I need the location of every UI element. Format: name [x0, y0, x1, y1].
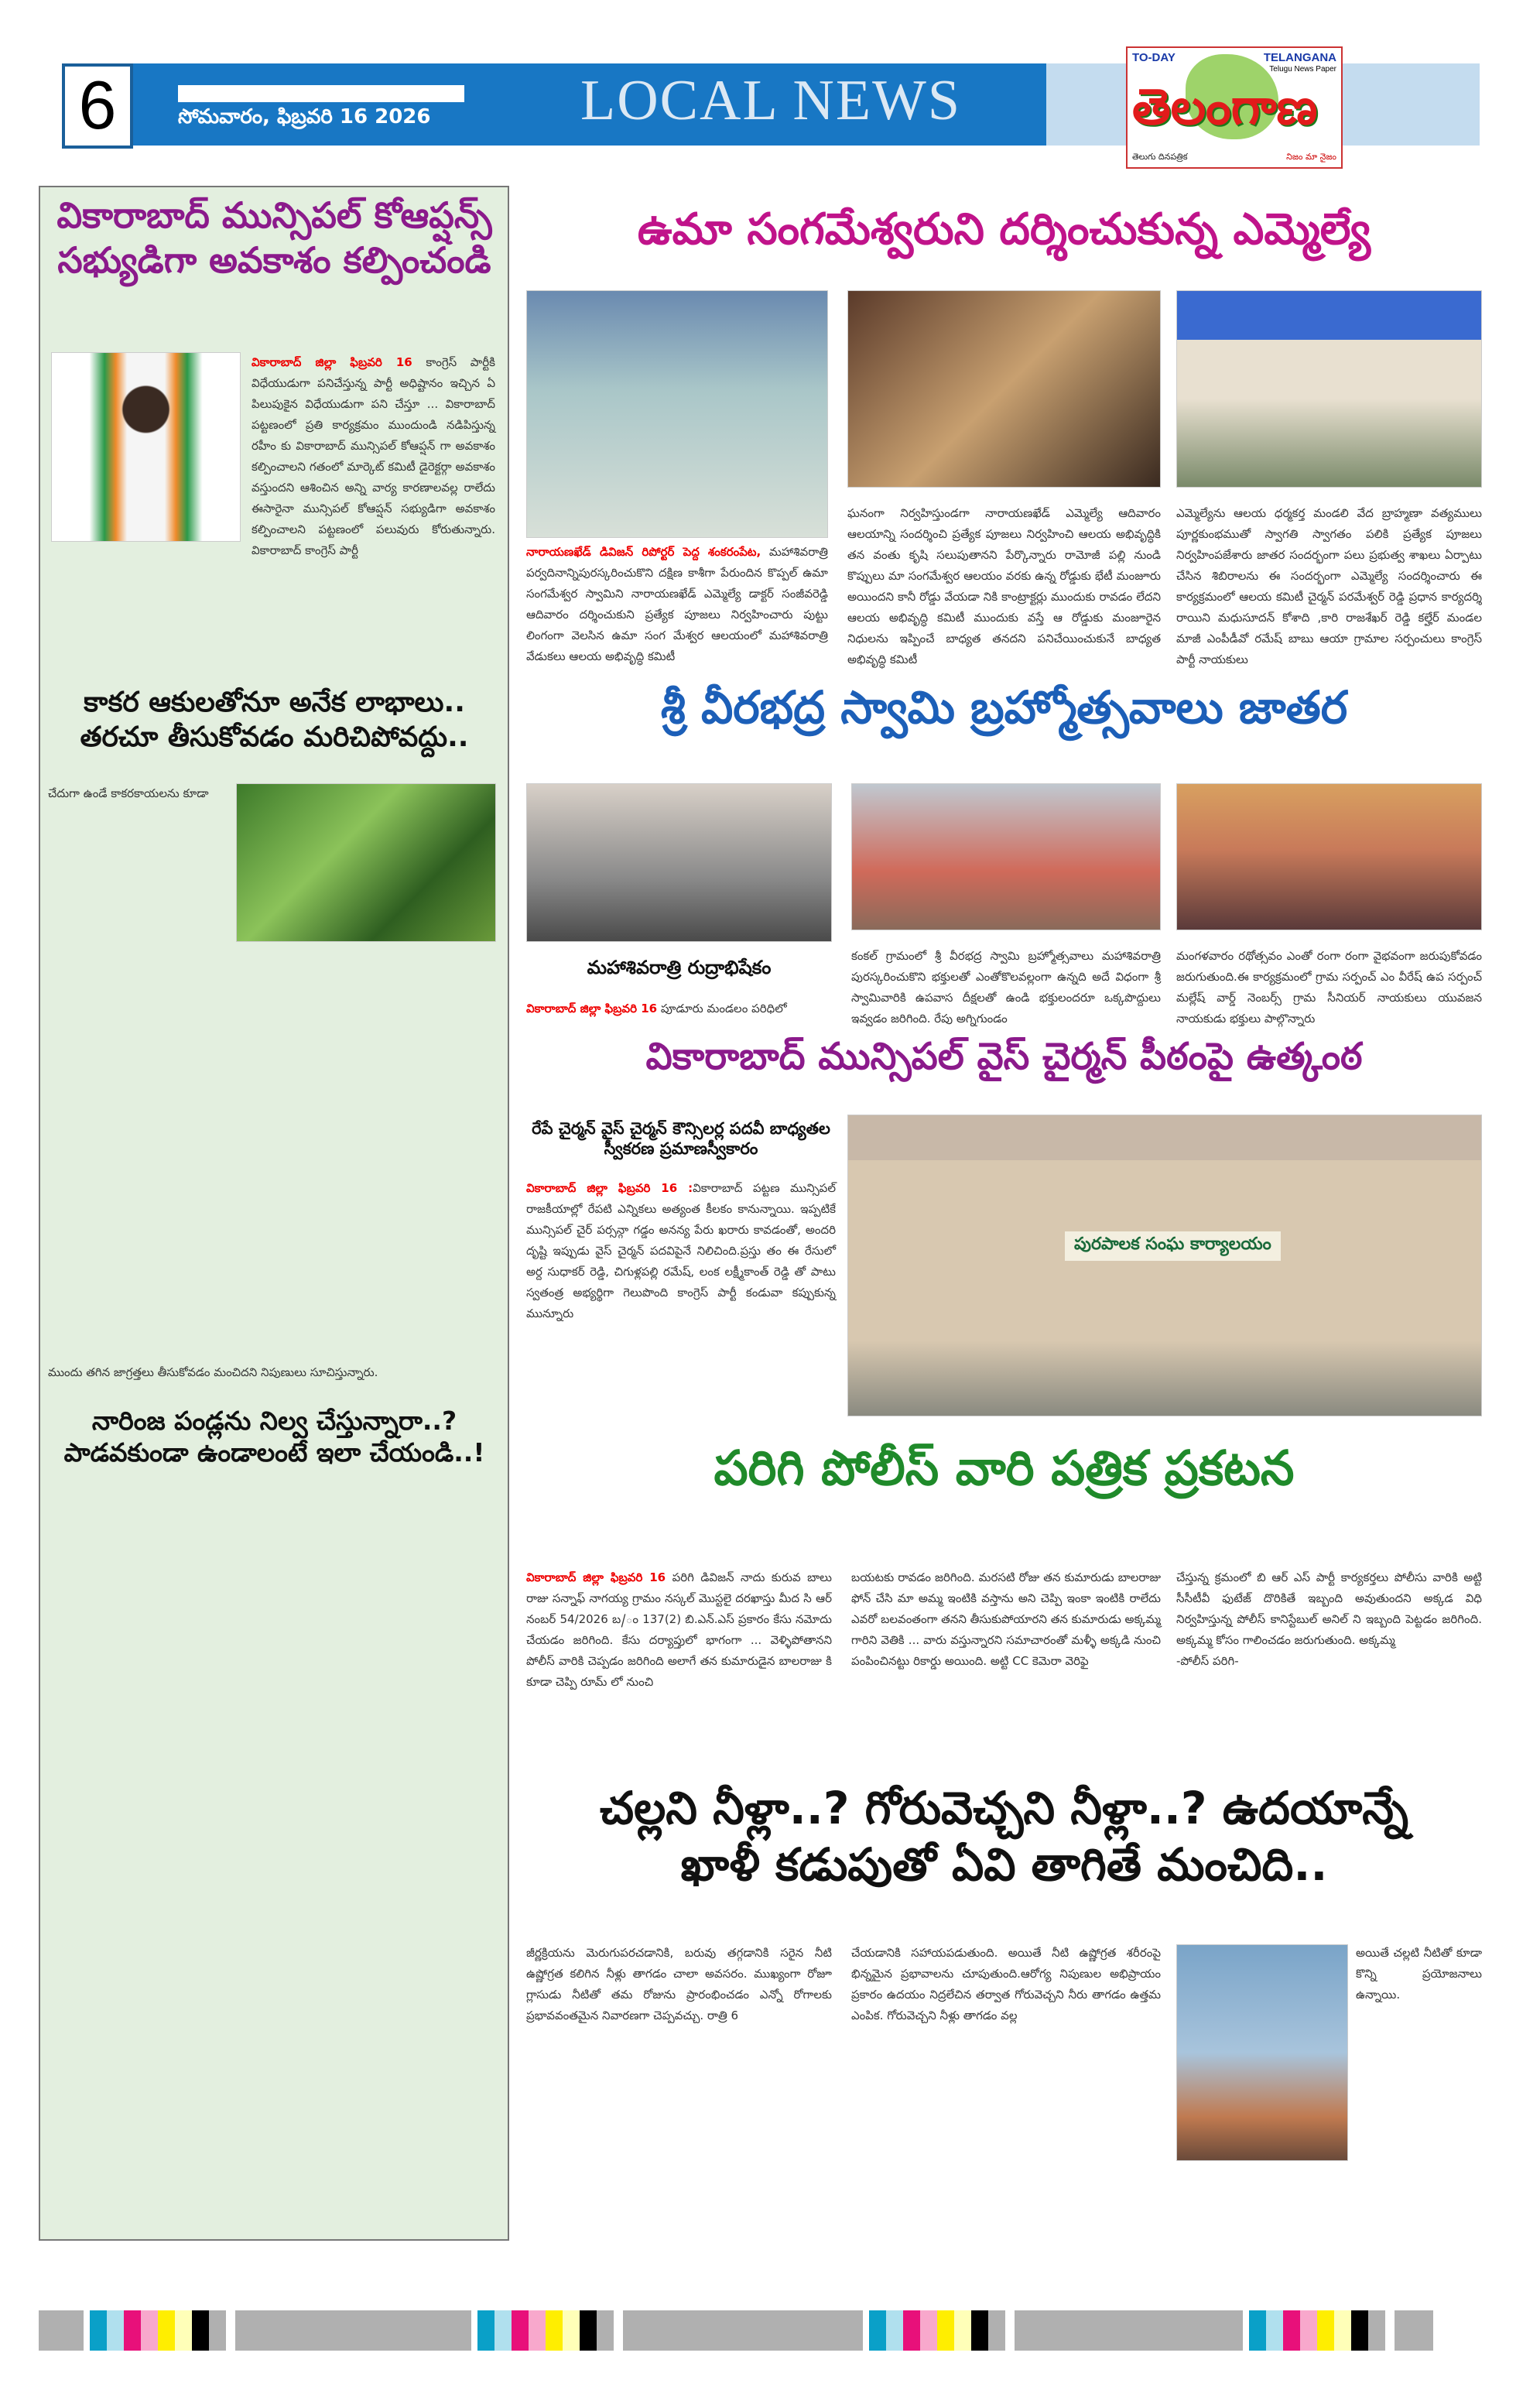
article-column: అయితే చల్లటి నీటితో కూడా కొన్ని ప్రయోజనాలు ఉన్నాయి.	[1356, 1946, 1482, 2002]
article-headline: పరిగి పోలీస్ వారి పత్రిక ప్రకటన	[714, 1440, 1295, 1496]
article-headline: వికారాబాద్ మున్సిపల్ కోఆప్షన్స్ సభ్యుడిగా అవకాశం కల్పించండి	[56, 194, 492, 281]
article-column: జీర్ణక్రియను మెరుగుపరచడానికి, బరువు తగ్గడానికి సరైన నీటి ఉష్ణోగ్రత కలిగిన నీళ్లు తాగడం చాలా అవసరం. ముఖ్యంగా రోజూ గ్లాసుడు నీటితో తమ రోజును ప్రారంభించడం ఎన్నో రోగాలకు ప్రభావవంతమైన నివారణగా చెప్పవచ్చు. రాత్రి 6	[526, 1946, 832, 2022]
article-column: కంకల్ గ్రామంలో శ్రీ వీరభద్ర స్వామి బ్రహ్మోత్సవాలు మహాశివరాత్రి పురస్కరించుకొని భక్తులతో ఎంతోకొలవల్లంగా ఉన్నది అదే విధంగా శ్రీ స్వామివారికి ఉపవాస దీక్షలతో ఉండి భక్తులందరూ ఒక్కపొద్దులు ఇవ్వడం జరిగింది. రేపు అగ్నిగుండం	[851, 949, 1161, 1026]
logo-telangana: TELANGANA	[1263, 51, 1336, 64]
municipal-office-photo	[847, 1115, 1482, 1416]
article-column: వికారాబాద్ జిల్లా ఫిబ్రవరి 16 పూడూరు మండలం పరిధిలో	[526, 1002, 787, 1015]
logo-sub-right: నిజం మా నైజం	[1286, 152, 1336, 162]
article-subhead: రేపే చైర్మన్ వైస్ చైర్మన్ కౌన్సిలర్ల పదవీ బాధ్యతల స్వీకరణ ప్రమాణస్వీకారం	[532, 1119, 830, 1159]
article-column: నారాయణఖేడ్ డివిజన్ రిపోర్టర్ పెద్ద శంకరంపేట, మహాశివరాత్రి పర్వదినాన్నిపురస్కరించుకొని దక్షిణ కాశీగా పేరుందిన కొప్పల్ ఉమా సంగమేశ్వర స్వామిని నారాయణఖేడ్ ఎమ్మెల్యే డాక్టర్ సంజీవరెడ్డి ఆదివారం దర్శించుకుని ప్రత్యేక పూజలు నిర్వహించారు పుట్టు లింగంగా వెలసిన ఉమా సంగ మేశ్వర ఆలయంలో మహాశివరాత్రి వేడుకలు ఆలయ అభివృద్ధి కమిటీ	[526, 545, 828, 663]
article-headline: వికారాబాద్ మున్సిపల్ వైస్ చైర్మన్ పీఠంపై ఉత్కంఠ	[645, 1035, 1363, 1078]
devotees-photo	[1176, 783, 1482, 930]
color-registration-strip	[39, 2310, 1509, 2351]
person-photo	[51, 352, 241, 542]
newspaper-logo	[1126, 46, 1343, 169]
logo-name: తెలంగాణ	[1132, 79, 1318, 136]
article-column: బయటకు రావడం జరిగింది. మరసటి రోజు తన కుమారుడు బాలరాజు ఫోన్ చేసి మా అమ్మ ఇంటికి వస్తాను అని చెప్పి ఇంకా ఇంటికి రాలేదు ఎవరో బలవంతంగా తనని తీసుకుపోయారని తన కుమారుడు అక్కమ్మ గారిని వెతికి ... వారు వస్తున్నారని సమాచారంతో మళ్ళీ అక్కడి నుంచి పంపించినట్టు రికార్డు అయింది. అట్టి CC కెమెరా వెరిఫై	[851, 1570, 1161, 1668]
page-number: 6	[62, 63, 133, 149]
section-title: LOCAL NEWS	[580, 69, 962, 132]
photo-caption: మహాశివరాత్రి రుద్రాభిషేకం	[587, 957, 772, 978]
article-body	[252, 352, 495, 561]
logo-tagline: Telugu News Paper	[1269, 65, 1336, 74]
article-body: వికారాబాద్ జిల్లా ఫిబ్రవరి 16 :వికారాబాద్ పట్టణ మున్సిపల్ రాజకీయాల్లో రేపటి ఎన్నికలు అత్యంత కీలకం కానున్నాయి. ఇప్పటికే మున్సిపల్ చైర్ పర్సన్గా గడ్డం అనన్య పేరు ఖరారు కావడంతో, అందరి దృష్టి ఇప్పుడు వైస్ చైర్మన్ పదవిపైనే నిలిచింది.ప్రస్తు తం ఈ రేసులో అర్ద సుధాకర్ రెడ్డి, చిగుళ్లపల్లి రమేష్, లంక లక్ష్మీకాంత్ రెడ్డి తో పాటు స్వతంత్ర అభ్యర్థిగా గెలుపొంది కాంగ్రెస్ పార్టీ కండువా కప్పుకున్న మున్నూరు	[526, 1181, 836, 1320]
logo-today: TO-DAY	[1132, 51, 1176, 64]
article-headline: నారింజ పండ్లను నిల్వ చేస్తున్నారా..? పాడవకుండా ఉండాలంటే ఇలా చేయండి..!	[63, 1406, 485, 1468]
article-column: ఎమ్మెల్యేను ఆలయ ధర్మకర్త మండలి వేద బ్రాహ్మణా వత్యములు పూర్ణకుంభముతో స్వాగతి స్వాగతం పలికి ప్రత్యేక పూజలు నిర్వహింపజేశారు జాతర సందర్భంగా పలు ప్రభుత్వ శాఖలు ఏర్పాటు చేసిన శిబిరాలను ఈ సందర్భంగా ఎమ్మెల్యే సందర్శించారు ఈ కార్యక్రమంలో ఆలయ కమిటీ చైర్మన్ పరమేశ్వర్ రెడ్డి ప్రధాన కార్యదర్శి రాయిని మధుసూదన్ కోశాది ,కారి రాజశేఖర్ రెడ్డి కల్హేర్ మండల మాజీ ఎంపీడీవో రమేష్ బాబు ఆయా గ్రామాల సర్పంచులు కాంగ్రెస్ పార్టీ నాయకులు	[1176, 506, 1482, 666]
article-column: మంగళవారం రథోత్సవం ఎంతో రంగా రంగా వైభవంగా జరుపుకోవడం జరుగుతుంది.ఈ కార్యక్రమంలో గ్రామ సర్పంచ్ ఎం వీరేష్ ఉప సర్పంచ్ మల్లేష్ వార్డ్ నెంబర్స్ గ్రామ సీనియర్ నాయకులు యువజన నాయకుడు భక్తులు పాల్గొన్నారు	[1176, 949, 1482, 1026]
article-column: చేయడానికి సహాయపడుతుంది. అయితే నీటి ఉష్ణోగ్రత శరీరంపై భిన్నమైన ప్రభావాలను చూపుతుంది.ఆరోగ్య నిపుణుల అభిప్రాయం ప్రకారం ఉదయం నిద్రలేచిన తర్వాత గోరువెచ్చని నీరు తాగడం ఉత్తమ ఎంపిక. గోరువెచ్చని నీళ్లు తాగడం వల్ల	[851, 1946, 1161, 2022]
article-body: చేదుగా ఉండే కాకరకాయలను కూడా	[48, 786, 209, 800]
issue-date: సోమవారం, ఫిబ్రవరి 16 2026	[178, 85, 464, 133]
article-headline: శ్రీ వీరభద్ర స్వామి బ్రహ్మోత్సవాలు జాతర	[660, 681, 1348, 734]
article-headline: ఉమా సంగమేశ్వరుని దర్శించుకున్న ఎమ్మెల్యే	[637, 204, 1371, 255]
festival-photo	[526, 783, 832, 942]
logo-sub-left: తెలుగు దినపత్రిక	[1132, 152, 1188, 162]
signoff: -పోలీస్ పరిగి-	[1176, 1654, 1239, 1668]
article-column: వికారాబాద్ జిల్లా ఫిబ్రవరి 16 పరిగి డివిజన్ నాదు కురువ బాలు రాజు సన్నాఫ్ నాగయ్య గ్రామం నస్కల్ మొస్టలై దరఖాస్తు మీద సి ఆర్ నంబర్ 54/2026 బ/ం 137(2) బి.ఎన్.ఎస్ ప్రకారం కేసు నమోదు చేయడం జరిగింది. కేసు దర్యాప్తులో భాగంగా ... వెళ్ళిపోతానని పోలీస్ వారికి చెప్పడం జరిగింది అలాగే తన కుమారుడైన బాలరాజు కి కూడా చెప్పి రూమ్ లో నుంచి	[526, 1570, 832, 1689]
dateline: వికారాబాద్ జిల్లా ఫిబ్రవరి 16	[252, 355, 412, 369]
article-column: చేస్తున్న క్రమంలో బి ఆర్ ఎస్ పార్టీ కార్యకర్తలు పోలీసు వారికి అట్టి సీసీటీవీ ఫుటేజ్ దొరికితే ఇబ్బంది అవుతుందని అక్కడ విధి నిర్వహిస్తున్న పోలీస్ కానిస్టేబుల్ అనిల్ ని ఇబ్బంది పెట్టడం జరిగింది. అక్కమ్మ కోసం గాలించడం జరుగుతుంది. అక్కమ్మ -పోలీస్ పరిగి-	[1176, 1570, 1482, 1668]
puja-photo	[847, 290, 1161, 488]
drinking-water-photo	[1176, 1944, 1348, 2161]
body-text: కాంగ్రెస్ పార్టీకి విధేయుడుగా పనిచేస్తున్న పార్టీ అధిష్టానం ఇచ్చిన ఏ పిలుపుకైన విధేయుడుగా పని చేస్తూ ... వికారాబాద్ పట్టణంలో ప్రతి కార్యక్రమం ముందుండి నడిపిస్తున్న రహీం కు వికారాబాద్ మున్సిపల్ కోఆప్షన్ గా అవకాశం కల్పించాలని గతంలో మార్కెట్ కమిటీ డైరెక్టర్గా అవకాశం వస్తుందని ఆశించిన అన్ని వార్య కారణాలవల్ల రాలేదు ఈసారైనా మున్సిపల్ కోఆప్షన్ సభ్యుడిగా అవకాశం కల్పించాలని పట్టణంలో పలువురు కోరుతున్నారు. వికారాబాద్ కాంగ్రెస్ పార్టీ	[252, 355, 495, 557]
building-sign: పురపాలక సంఘ కార్యాలయం	[1065, 1231, 1281, 1261]
article-column: ఘనంగా నిర్వహిస్తుండగా నారాయణఖేడ్ ఎమ్మెల్యే ఆదివారం ఆలయాన్ని సందర్శించి ప్రత్యేక పూజలు నిర్వహించి ఆలయ అభివృద్ధికి తన వంతు కృషి సలుపుతానని పేర్కొన్నారు రామోజీ పల్లి నుండి కొప్పులు మా సంగమేశ్వర ఆలయం వరకు ఉన్న రోడ్డుకు భేటీ మంజూరు అయిందని కానీ రోడ్డు వేయడా నికి కాంట్రాక్టర్లు ముందుకు రావడం లేదని ఆలయ అభివృద్ధి కమిటీ ముందుకు వస్తే ఆ రోడ్డుకు మంజూరైన నిధులను ఇప్పించే బాధ్యత తనదని పనిచేయించుకునే బాధ్యత అభివృద్ధి కమిటీ	[847, 506, 1161, 666]
temple-pond-photo	[526, 290, 828, 538]
temple-visit-photo	[1176, 290, 1482, 488]
temple-photo	[851, 783, 1161, 930]
bitter-gourd-photo	[236, 783, 496, 942]
article-headline: కాకర ఆకులతోనూ అనేక లాభాలు.. తరచూ తీసుకోవడం మరిచిపోవద్దు..	[80, 687, 469, 753]
article-body: ముందు తగిన జాగ్రత్తలు తీసుకోవడం మంచిదని నిపుణులు సూచిస్తున్నారు.	[48, 1365, 378, 1379]
article-headline: చల్లని నీళ్లా..? గోరువెచ్చని నీళ్లా..? ఉదయాన్నే ఖాళీ కడుపుతో ఏవి తాగితే మంచిది..	[600, 1782, 1408, 1891]
